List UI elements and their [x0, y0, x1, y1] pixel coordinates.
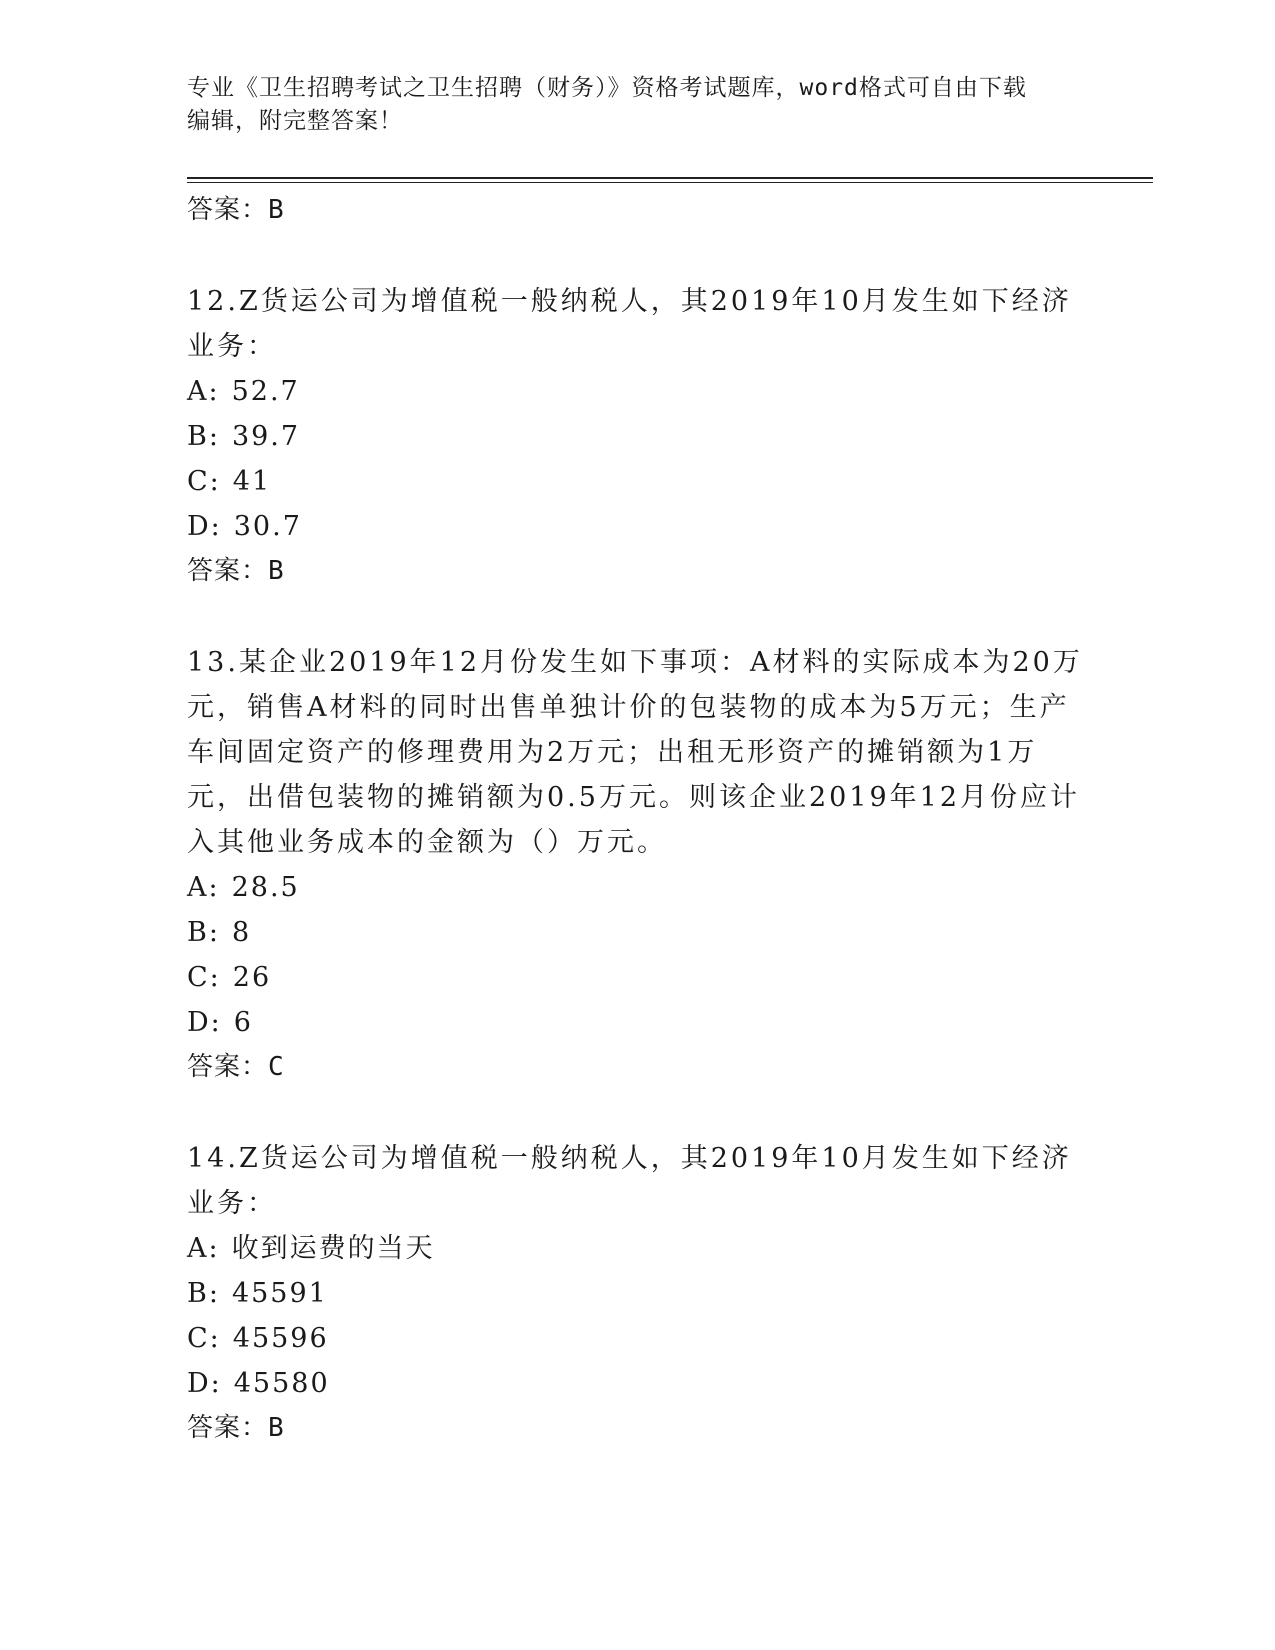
- answer-prefix: 答案：: [187, 556, 269, 586]
- option-b: [187, 1271, 1087, 1316]
- header-line-2: 编辑，附完整答案！: [187, 108, 403, 134]
- option-c: [187, 955, 1087, 1000]
- question-block: [187, 640, 1087, 1090]
- question-block: [187, 1136, 1087, 1451]
- option-c: [187, 1316, 1087, 1361]
- option-b: [187, 910, 1087, 955]
- option-label: B:: [187, 1278, 220, 1309]
- option-text: 45596: [232, 1323, 329, 1354]
- page-header: [187, 72, 1067, 138]
- option-text: 41: [232, 466, 272, 497]
- answer-line: [187, 188, 1087, 233]
- option-a: [187, 865, 1087, 910]
- option-label: D:: [187, 1368, 222, 1399]
- option-a: [187, 369, 1087, 414]
- option-text: 30.7: [233, 511, 302, 542]
- answer-prefix: 答案：: [187, 1413, 269, 1443]
- option-d: [187, 1000, 1087, 1045]
- answer-prefix: 答案：: [187, 1052, 269, 1082]
- option-d: [187, 1361, 1087, 1406]
- question-text: 13.某企业2019年12月份发生如下事项：A材料的实际成本为20万元，销售A材料的同时出售单独计价的包装物的成本为5万元；生产车间固定资产的修理费用为2万元；出租无形资产的摊销额为1万元，出借包装物的摊销额为0.5万元。则该企业2019年12月份应计入其他业务成本的金额为（）万元。: [187, 647, 1083, 858]
- option-label: B:: [187, 917, 220, 948]
- answer-value: B: [268, 1413, 285, 1443]
- option-text: 收到运费的当天: [231, 1233, 435, 1264]
- option-text: 52.7: [231, 376, 300, 407]
- option-d: [187, 504, 1087, 549]
- option-label: B:: [187, 421, 220, 452]
- option-text: 45580: [233, 1368, 330, 1399]
- header-rule-thick: [187, 177, 1153, 179]
- header-line-1: 专业《卫生招聘考试之卫生招聘（财务）》资格考试题库，word格式可自由下载: [187, 75, 1027, 101]
- header-rule-thin: [187, 182, 1153, 183]
- option-text: 26: [232, 962, 272, 993]
- answer-value: C: [268, 1052, 285, 1082]
- option-text: 39.7: [231, 421, 301, 452]
- option-label: A:: [187, 872, 220, 903]
- option-c: [187, 459, 1087, 504]
- option-label: D:: [187, 1007, 222, 1038]
- option-text: 28.5: [231, 872, 300, 903]
- option-label: A:: [187, 1233, 220, 1264]
- question-list: [187, 188, 1087, 1451]
- option-text: 8: [231, 917, 252, 948]
- spacer: [187, 1090, 1087, 1136]
- option-label: C:: [187, 962, 221, 993]
- option-label: C:: [187, 1323, 221, 1354]
- question-text: 12.Z货运公司为增值税一般纳税人，其2019年10月发生如下经济业务：: [187, 286, 1072, 362]
- spacer: [187, 594, 1087, 640]
- option-label: D:: [187, 511, 222, 542]
- option-text: 45591: [231, 1278, 328, 1309]
- option-a: [187, 1226, 1087, 1271]
- option-label: A:: [187, 376, 220, 407]
- spacer: [187, 233, 1087, 279]
- option-b: [187, 414, 1087, 459]
- question-text: 14.Z货运公司为增值税一般纳税人，其2019年10月发生如下经济业务：: [187, 1143, 1072, 1219]
- answer-value: B: [268, 556, 285, 586]
- answer-line: [187, 1406, 1087, 1451]
- answer-line: [187, 549, 1087, 594]
- option-text: 6: [233, 1007, 253, 1038]
- question-block: [187, 279, 1087, 594]
- option-label: C:: [187, 466, 221, 497]
- answer-prefix: 答案：: [187, 195, 269, 225]
- answer-value: B: [268, 195, 285, 225]
- answer-line: [187, 1045, 1087, 1090]
